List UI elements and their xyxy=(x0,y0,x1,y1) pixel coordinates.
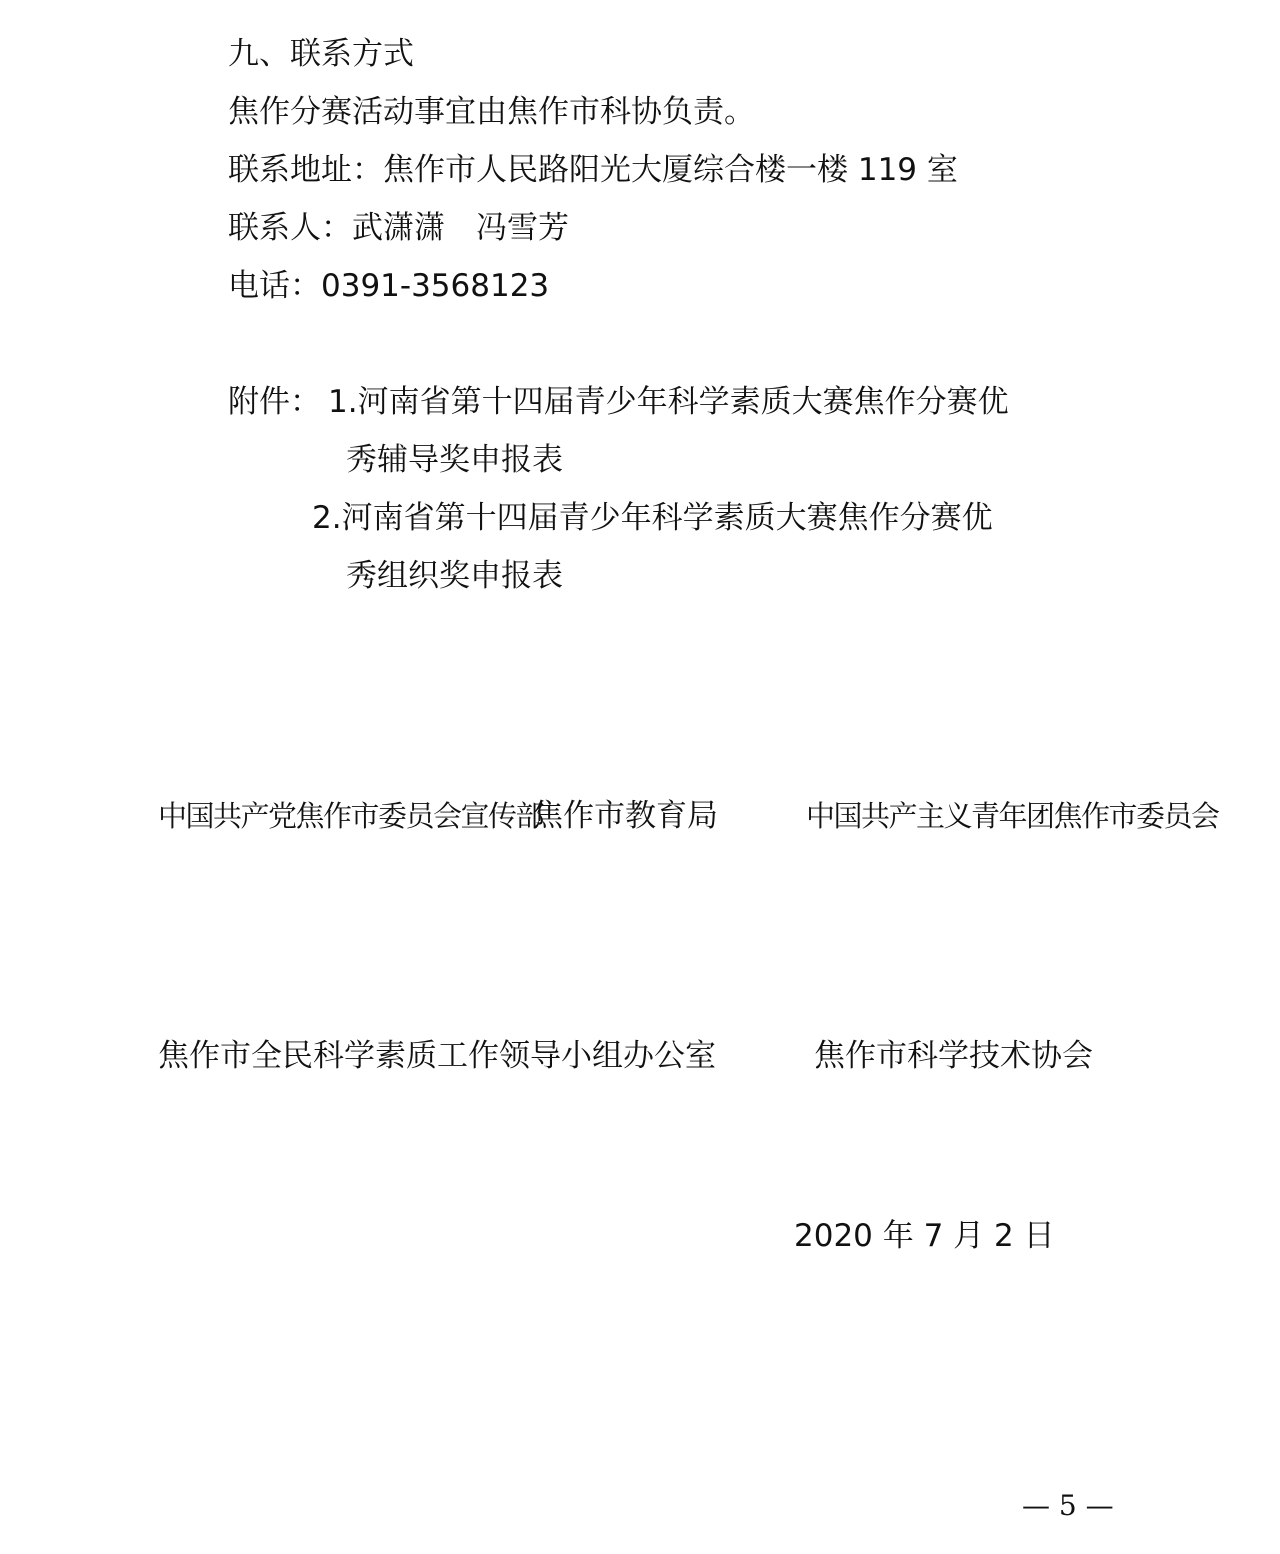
signatory-youth-league: 中国共产主义青年团焦作市委员会 xyxy=(806,799,1219,833)
signatory-science-literacy-office: 焦作市全民科学素质工作领导小组办公室 xyxy=(158,1038,716,1074)
attachment-item-2-line-2: 秀组织奖申报表 xyxy=(346,558,563,594)
contact-phone: 电话：0391-3568123 xyxy=(228,268,550,304)
attachment-item-1-line-2: 秀辅导奖申报表 xyxy=(346,442,563,478)
attachment-item-1-line-1: 1.河南省第十四届青少年科学素质大赛焦作分赛优 xyxy=(328,384,1009,420)
contact-address: 联系地址：焦作市人民路阳光大厦综合楼一楼 119 室 xyxy=(228,152,958,188)
section-heading: 九、联系方式 xyxy=(228,36,414,72)
document-date: 2020 年 7 月 2 日 xyxy=(794,1218,1055,1254)
signatory-propaganda-dept: 中国共产党焦作市委员会宣传部 xyxy=(158,799,544,833)
page-number: — 5 — xyxy=(1022,1489,1114,1522)
signatory-education-bureau: 焦作市教育局 xyxy=(532,798,718,834)
attachments-label: 附件： xyxy=(228,384,321,420)
attachment-item-2-line-1: 2.河南省第十四届青少年科学素质大赛焦作分赛优 xyxy=(312,500,993,536)
signatory-science-association: 焦作市科学技术协会 xyxy=(814,1038,1093,1074)
responsibility-text: 焦作分赛活动事宜由焦作市科协负责。 xyxy=(228,94,755,130)
contact-persons: 联系人：武潇潇 冯雪芳 xyxy=(228,210,569,246)
